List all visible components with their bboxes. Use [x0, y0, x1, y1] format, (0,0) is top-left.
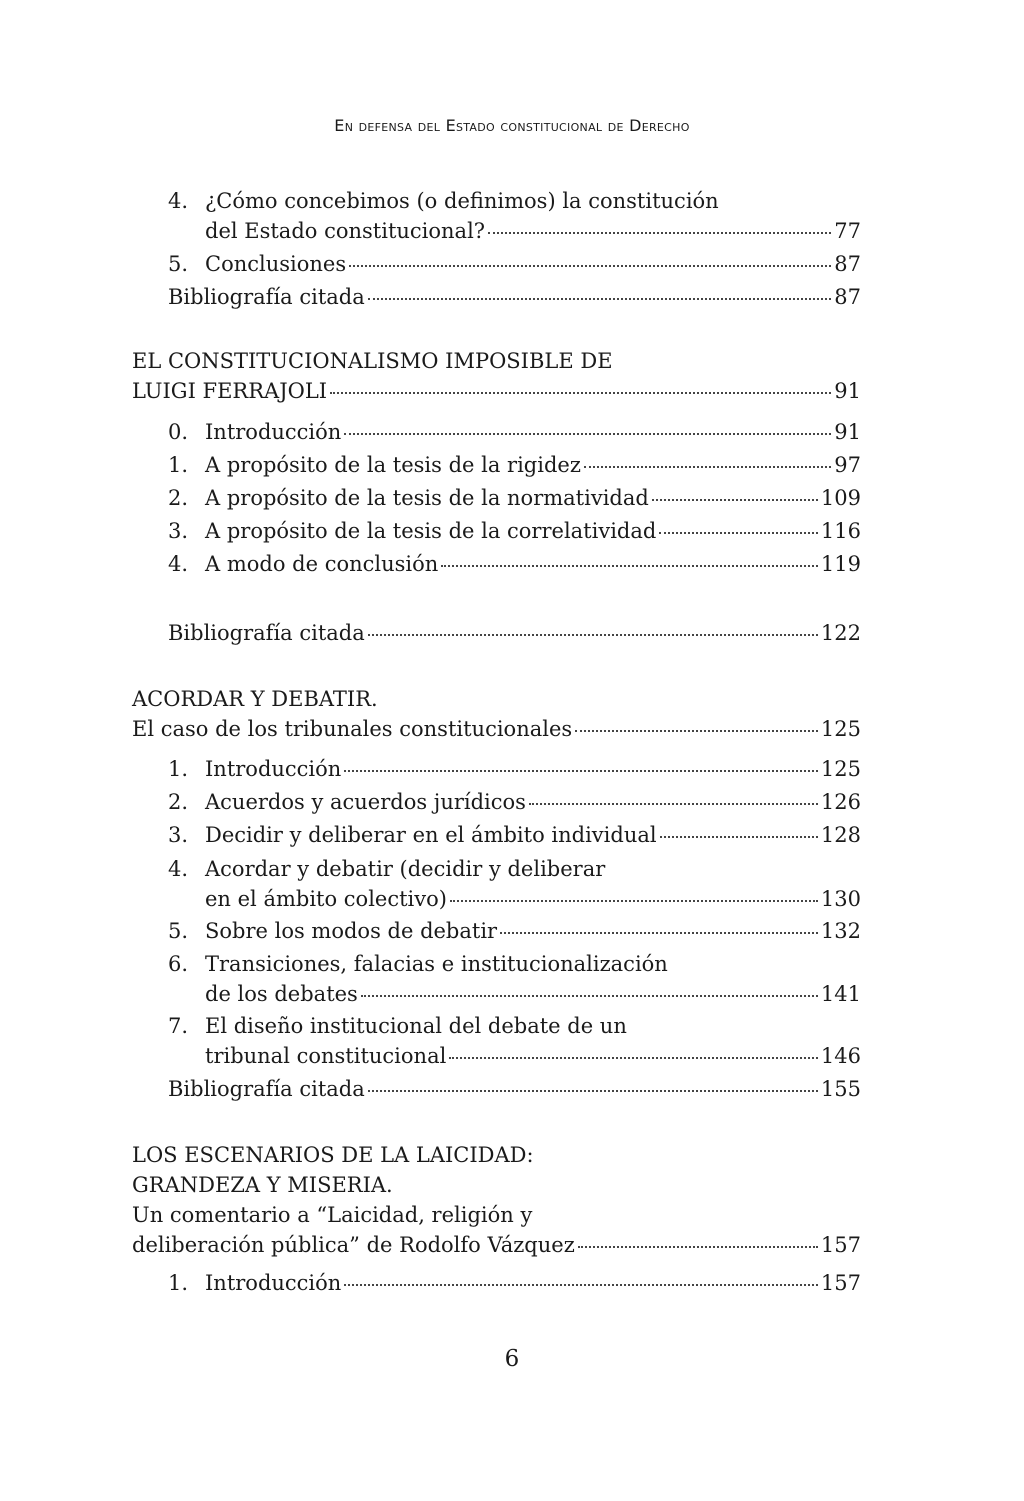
- running-head: En defensa del Estado constitucional de Derecho: [334, 116, 690, 135]
- toc-entry-number: 0.: [168, 420, 189, 444]
- dot-leader: [652, 499, 818, 501]
- toc-entry[interactable]: [168, 754, 861, 784]
- toc-section-title-line: EL CONSTITUCIONALISMO IMPOSIBLE DE: [132, 349, 613, 373]
- toc-entry-title: Acuerdos y acuerdos jurídicos: [205, 790, 526, 814]
- toc-section-title-line: El caso de los tribunales constitucionales: [132, 717, 573, 741]
- toc-entry-number: 5.: [168, 919, 189, 943]
- toc-page-number: 146: [820, 1044, 861, 1068]
- toc-entry-number: 2.: [168, 486, 189, 510]
- toc-entry-number: 4.: [168, 552, 189, 576]
- dot-leader: [361, 995, 818, 997]
- toc-page-number: 87: [834, 252, 861, 276]
- toc-entry-number: 4.: [168, 189, 189, 213]
- toc-section-title-line: ACORDAR Y DEBATIR.: [132, 687, 378, 711]
- toc-entry[interactable]: [168, 1074, 861, 1104]
- toc-entry-title-line: ¿Cómo concebimos (o definimos) la constitución: [205, 189, 719, 213]
- dot-leader: [660, 836, 818, 838]
- toc-page-number: 157: [820, 1271, 861, 1295]
- toc-entry[interactable]: [168, 916, 861, 946]
- toc-entry[interactable]: [168, 282, 861, 312]
- toc-page-number: 125: [820, 717, 861, 741]
- toc-entry-title: A modo de conclusión: [205, 552, 439, 576]
- toc-page-number: 130: [820, 887, 861, 911]
- dot-leader: [449, 1057, 818, 1059]
- toc-entry[interactable]: [168, 854, 861, 914]
- toc-entry-title-line: tribunal constitucional: [205, 1044, 447, 1068]
- dot-leader: [368, 1090, 818, 1092]
- toc-entry-number: 7.: [168, 1014, 189, 1038]
- dot-leader: [344, 433, 831, 435]
- toc-page-number: 128: [820, 823, 861, 847]
- toc-page-number: 87: [834, 285, 861, 309]
- toc-entry[interactable]: [168, 1011, 861, 1071]
- toc-entry-title-line: de los debates: [205, 982, 358, 1006]
- dot-leader: [488, 232, 831, 234]
- toc-page-number: 125: [820, 757, 861, 781]
- dot-leader: [575, 730, 818, 732]
- toc-entry-number: 3.: [168, 823, 189, 847]
- toc-entry-title: A propósito de la tesis de la rigidez: [205, 453, 581, 477]
- dot-leader: [659, 532, 818, 534]
- toc-section-title-line: deliberación pública” de Rodolfo Vázquez: [132, 1233, 575, 1257]
- toc-entry-title-line: Acordar y debatir (decidir y deliberar: [205, 857, 606, 881]
- toc-entry[interactable]: [168, 483, 861, 513]
- dot-leader: [584, 466, 831, 468]
- toc-page-number: 91: [834, 420, 861, 444]
- toc-page-number: 157: [820, 1233, 861, 1257]
- toc-page-number: 155: [820, 1077, 861, 1101]
- dot-leader: [578, 1246, 818, 1248]
- toc-entry[interactable]: [168, 516, 861, 546]
- toc-entry-title: Bibliografía citada: [168, 285, 365, 309]
- toc-entry[interactable]: [168, 618, 861, 648]
- toc-page-number: 122: [820, 621, 861, 645]
- dot-leader: [450, 900, 818, 902]
- toc-entry-title: Conclusiones: [205, 252, 347, 276]
- toc-section-title-line: LUIGI FERRAJOLI: [132, 379, 328, 403]
- toc-page-number: 109: [820, 486, 861, 510]
- dot-leader: [368, 298, 832, 300]
- toc-entry-title: Introducción: [205, 420, 342, 444]
- dot-leader: [349, 265, 831, 267]
- toc-entry-title: A propósito de la tesis de la correlatividad: [205, 519, 657, 543]
- toc-page-number: 126: [820, 790, 861, 814]
- toc-page-number: 91: [834, 379, 861, 403]
- toc-section[interactable]: [132, 1140, 861, 1260]
- toc-entry-number: 5.: [168, 252, 189, 276]
- toc-page-number: 119: [820, 552, 861, 576]
- toc-entry-number: 4.: [168, 857, 189, 881]
- toc-entry[interactable]: [168, 949, 861, 1009]
- toc-entry[interactable]: [168, 787, 861, 817]
- toc-entry[interactable]: [168, 450, 861, 480]
- toc-entry[interactable]: [168, 417, 861, 447]
- toc-entry-title-line: Transiciones, falacias e institucionalización: [205, 952, 668, 976]
- toc-entry-title: A propósito de la tesis de la normatividad: [205, 486, 649, 510]
- toc-section-title-line: Un comentario a “Laicidad, religión y: [132, 1203, 533, 1227]
- dot-leader: [330, 392, 831, 394]
- toc-entry-title: Bibliografía citada: [168, 1077, 365, 1101]
- dot-leader: [344, 770, 818, 772]
- dot-leader: [368, 634, 818, 636]
- toc-page-number: 116: [820, 519, 861, 543]
- toc-entry-title: Decidir y deliberar en el ámbito individual: [205, 823, 657, 847]
- toc-entry-number: 3.: [168, 519, 189, 543]
- toc-section-title-line: LOS ESCENARIOS DE LA LAICIDAD:: [132, 1143, 534, 1167]
- toc-entry[interactable]: [168, 549, 861, 579]
- toc-entry-title: Sobre los modos de debatir: [205, 919, 498, 943]
- toc-page-number: 141: [820, 982, 861, 1006]
- toc-page-number: 97: [834, 453, 861, 477]
- toc-entry[interactable]: [168, 820, 861, 850]
- toc-entry-title: Bibliografía citada: [168, 621, 365, 645]
- toc-page-number: 132: [820, 919, 861, 943]
- toc-section[interactable]: [132, 346, 861, 406]
- toc-entry-number: 1.: [168, 757, 189, 781]
- page-number: 6: [504, 1346, 520, 1372]
- toc-entry[interactable]: [168, 1268, 861, 1298]
- dot-leader: [529, 803, 818, 805]
- dot-leader: [441, 565, 818, 567]
- dot-leader: [500, 932, 818, 934]
- toc-section-title-line: GRANDEZA Y MISERIA.: [132, 1173, 393, 1197]
- toc-entry-title-line: del Estado constitucional?: [205, 219, 486, 243]
- toc-entry-number: 2.: [168, 790, 189, 814]
- toc-entry-title: Introducción: [205, 757, 342, 781]
- toc-entry[interactable]: [168, 186, 861, 246]
- dot-leader: [344, 1284, 818, 1286]
- toc-entry-number: 1.: [168, 453, 189, 477]
- toc-entry[interactable]: [168, 249, 861, 279]
- toc-entry-title: Introducción: [205, 1271, 342, 1295]
- toc-entry-number: 1.: [168, 1271, 189, 1295]
- toc-entry-number: 6.: [168, 952, 189, 976]
- toc-page-number: 77: [834, 219, 861, 243]
- toc-entry-title-line: en el ámbito colectivo): [205, 887, 447, 911]
- toc-entry-title-line: El diseño institucional del debate de un: [205, 1014, 627, 1038]
- toc-section[interactable]: [132, 684, 861, 744]
